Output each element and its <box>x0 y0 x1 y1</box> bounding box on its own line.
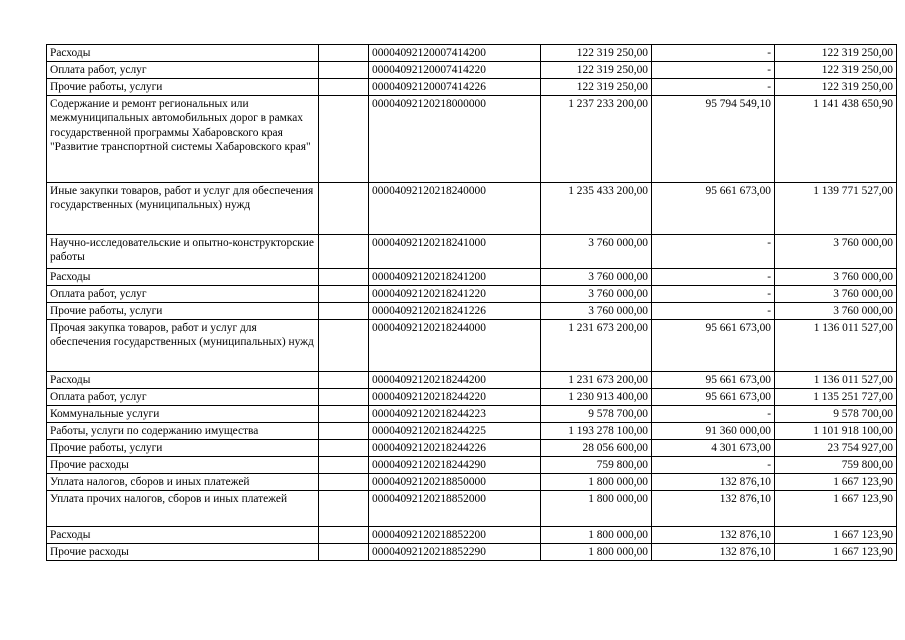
row-remainder: 1 667 123,90 <box>775 473 897 490</box>
row-blank-cell <box>319 439 369 456</box>
row-name: Работы, услуги по содержанию имущества <box>47 422 319 439</box>
row-code: 00004092120218244000 <box>369 319 541 371</box>
table-row <box>47 45 897 62</box>
table-row <box>47 526 897 543</box>
row-code: 00004092120218241000 <box>369 234 541 268</box>
row-blank-cell <box>319 234 369 268</box>
row-remainder: 1 667 123,90 <box>775 543 897 560</box>
row-blank-cell <box>319 268 369 285</box>
table-row <box>47 268 897 285</box>
row-remainder: 1 135 251 727,00 <box>775 388 897 405</box>
row-blank-cell <box>319 456 369 473</box>
row-code: 00004092120218244200 <box>369 371 541 388</box>
row-executed: - <box>652 268 775 285</box>
row-name: Коммунальные услуги <box>47 405 319 422</box>
row-name: Научно-исследовательские и опытно-конструкторские работы <box>47 234 319 268</box>
row-remainder: 1 101 918 100,00 <box>775 422 897 439</box>
budget-table <box>46 44 897 561</box>
row-blank-cell <box>319 473 369 490</box>
row-code: 00004092120218244225 <box>369 422 541 439</box>
row-executed: - <box>652 302 775 319</box>
table-row <box>47 456 897 473</box>
table-row <box>47 490 897 526</box>
table-row <box>47 182 897 234</box>
row-plan: 3 760 000,00 <box>541 302 652 319</box>
row-executed: 132 876,10 <box>652 526 775 543</box>
row-blank-cell <box>319 78 369 95</box>
row-plan: 1 800 000,00 <box>541 526 652 543</box>
row-remainder: 9 578 700,00 <box>775 405 897 422</box>
row-code: 00004092120218852000 <box>369 490 541 526</box>
table-row <box>47 61 897 78</box>
row-code: 00004092120007414220 <box>369 61 541 78</box>
row-name: Оплата работ, услуг <box>47 388 319 405</box>
table-row <box>47 319 897 371</box>
row-remainder: 3 760 000,00 <box>775 285 897 302</box>
row-executed: 132 876,10 <box>652 543 775 560</box>
row-plan: 1 193 278 100,00 <box>541 422 652 439</box>
row-blank-cell <box>319 45 369 62</box>
row-name: Оплата работ, услуг <box>47 285 319 302</box>
row-executed: 91 360 000,00 <box>652 422 775 439</box>
row-code: 00004092120218244226 <box>369 439 541 456</box>
row-name: Иные закупки товаров, работ и услуг для обеспечения государственных (муниципальных) нужд <box>47 182 319 234</box>
row-blank-cell <box>319 543 369 560</box>
row-code: 00004092120218241226 <box>369 302 541 319</box>
row-blank-cell <box>319 422 369 439</box>
table-row <box>47 371 897 388</box>
row-executed: 132 876,10 <box>652 473 775 490</box>
table-row <box>47 543 897 560</box>
row-executed: - <box>652 61 775 78</box>
budget-table-body <box>47 45 897 561</box>
row-plan: 28 056 600,00 <box>541 439 652 456</box>
row-plan: 3 760 000,00 <box>541 285 652 302</box>
row-code: 00004092120218240000 <box>369 182 541 234</box>
row-plan: 9 578 700,00 <box>541 405 652 422</box>
row-name: Прочие работы, услуги <box>47 439 319 456</box>
row-name: Расходы <box>47 45 319 62</box>
row-plan: 1 800 000,00 <box>541 543 652 560</box>
row-plan: 3 760 000,00 <box>541 234 652 268</box>
row-plan: 122 319 250,00 <box>541 61 652 78</box>
row-blank-cell <box>319 61 369 78</box>
row-plan: 759 800,00 <box>541 456 652 473</box>
table-row <box>47 422 897 439</box>
row-plan: 1 800 000,00 <box>541 473 652 490</box>
row-name: Расходы <box>47 526 319 543</box>
row-blank-cell <box>319 388 369 405</box>
row-name: Расходы <box>47 371 319 388</box>
table-row <box>47 78 897 95</box>
row-blank-cell <box>319 95 369 182</box>
row-code: 00004092120007414226 <box>369 78 541 95</box>
row-code: 00004092120007414200 <box>369 45 541 62</box>
row-executed: 95 661 673,00 <box>652 182 775 234</box>
row-executed: - <box>652 456 775 473</box>
row-name: Прочие работы, услуги <box>47 78 319 95</box>
row-name: Прочие работы, услуги <box>47 302 319 319</box>
row-remainder: 1 139 771 527,00 <box>775 182 897 234</box>
row-name: Расходы <box>47 268 319 285</box>
row-executed: - <box>652 78 775 95</box>
row-executed: 95 661 673,00 <box>652 319 775 371</box>
row-name: Прочие расходы <box>47 456 319 473</box>
row-executed: - <box>652 45 775 62</box>
row-plan: 3 760 000,00 <box>541 268 652 285</box>
row-remainder: 3 760 000,00 <box>775 268 897 285</box>
row-plan: 1 231 673 200,00 <box>541 371 652 388</box>
table-row <box>47 473 897 490</box>
row-remainder: 1 667 123,90 <box>775 490 897 526</box>
table-row <box>47 388 897 405</box>
row-name: Оплата работ, услуг <box>47 61 319 78</box>
row-blank-cell <box>319 490 369 526</box>
row-plan: 122 319 250,00 <box>541 78 652 95</box>
table-row <box>47 405 897 422</box>
row-name: Содержание и ремонт региональных или межмуниципальных автомобильных дорог в рамках государственной программы Хабаровского края "Развитие транспортной системы Хабаровского края" <box>47 95 319 182</box>
row-plan: 1 237 233 200,00 <box>541 95 652 182</box>
row-executed: - <box>652 405 775 422</box>
row-executed: 95 794 549,10 <box>652 95 775 182</box>
row-code: 00004092120218244220 <box>369 388 541 405</box>
row-remainder: 1 136 011 527,00 <box>775 319 897 371</box>
row-code: 00004092120218241200 <box>369 268 541 285</box>
row-remainder: 1 141 438 650,90 <box>775 95 897 182</box>
row-executed: 132 876,10 <box>652 490 775 526</box>
row-remainder: 122 319 250,00 <box>775 78 897 95</box>
row-blank-cell <box>319 526 369 543</box>
table-row <box>47 285 897 302</box>
row-remainder: 122 319 250,00 <box>775 45 897 62</box>
row-code: 00004092120218850000 <box>369 473 541 490</box>
row-blank-cell <box>319 285 369 302</box>
row-remainder: 3 760 000,00 <box>775 234 897 268</box>
row-remainder: 23 754 927,00 <box>775 439 897 456</box>
row-plan: 122 319 250,00 <box>541 45 652 62</box>
row-name: Прочая закупка товаров, работ и услуг для обеспечения государственных (муниципальных) нужд <box>47 319 319 371</box>
row-executed: - <box>652 285 775 302</box>
row-name: Прочие расходы <box>47 543 319 560</box>
row-executed: 95 661 673,00 <box>652 371 775 388</box>
row-name: Уплата налогов, сборов и иных платежей <box>47 473 319 490</box>
row-blank-cell <box>319 302 369 319</box>
row-blank-cell <box>319 319 369 371</box>
row-executed: 4 301 673,00 <box>652 439 775 456</box>
row-plan: 1 230 913 400,00 <box>541 388 652 405</box>
row-code: 00004092120218852200 <box>369 526 541 543</box>
row-code: 00004092120218000000 <box>369 95 541 182</box>
row-code: 00004092120218241220 <box>369 285 541 302</box>
row-name: Уплата прочих налогов, сборов и иных платежей <box>47 490 319 526</box>
row-plan: 1 800 000,00 <box>541 490 652 526</box>
row-code: 00004092120218244223 <box>369 405 541 422</box>
row-plan: 1 231 673 200,00 <box>541 319 652 371</box>
row-remainder: 759 800,00 <box>775 456 897 473</box>
table-row <box>47 234 897 268</box>
row-executed: - <box>652 234 775 268</box>
row-remainder: 3 760 000,00 <box>775 302 897 319</box>
row-blank-cell <box>319 182 369 234</box>
row-remainder: 122 319 250,00 <box>775 61 897 78</box>
row-plan: 1 235 433 200,00 <box>541 182 652 234</box>
row-code: 00004092120218852290 <box>369 543 541 560</box>
row-remainder: 1 136 011 527,00 <box>775 371 897 388</box>
row-remainder: 1 667 123,90 <box>775 526 897 543</box>
table-row <box>47 95 897 182</box>
row-code: 00004092120218244290 <box>369 456 541 473</box>
row-blank-cell <box>319 405 369 422</box>
row-executed: 95 661 673,00 <box>652 388 775 405</box>
table-row <box>47 439 897 456</box>
table-row <box>47 302 897 319</box>
row-blank-cell <box>319 371 369 388</box>
